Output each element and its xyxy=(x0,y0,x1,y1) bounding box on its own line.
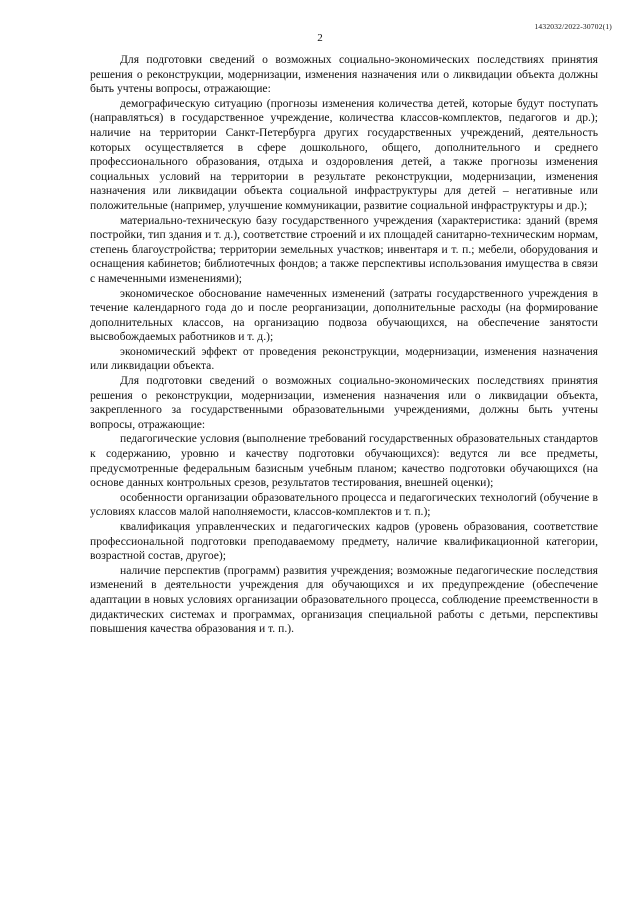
paragraph-development-prospects: наличие перспектив (программ) развития учреждения; возможные педагогические последствия изменений в деятельности учреждения для обучающихся и их предупреждение (обеспечение адаптации в новых условиях организации образовательного процесса, соблюдение преемственности в дидактических системах и программах, организация специальной работы с детьми, перспективы повышения качества образования и т. п.). xyxy=(90,563,598,636)
paragraph-economic-justification: экономическое обоснование намеченных изменений (затраты государственного учреждения в течение календарного года до и после реорганизации, дополнительные расходы (на формирование дополнительных классов, на организацию подвоза обучающихся, на обеспечение занятости высвобождаемых работников и т. д.); xyxy=(90,286,598,344)
document-body xyxy=(90,53,598,637)
paragraph-educational-process: особенности организации образовательного процесса и педагогических технологий (обучение в условиях классов малой наполняемости, классов-комплектов и т. п.); xyxy=(90,490,598,519)
paragraph-intro-2: Для подготовки сведений о возможных социально-экономических последствиях принятия решения о реконструкции, модернизации, изменения назначения или о ликвидации объекта, закрепленного за государственными образовательными учреждениями, должны быть учтены вопросы, отражающие: xyxy=(90,374,598,431)
page-number: 2 xyxy=(317,32,323,44)
paragraph-economic-effect: экономический эффект от проведения реконструкции, модернизации, изменения назначения или ликвидации объекта. xyxy=(90,344,598,373)
paragraph-material-base: материально-техническую базу государственного учреждения (характеристика: зданий (время постройки, тип здания и т. д.), соответствие строений и их площадей санитарно-техническим нормам, степень благоустройства; территории земельных участков; инвентаря и т. п.; мебели, оборудования и оснащения кабинетов; библиотечных фондов; а также перспективы использования имущества в связи с намеченными изменениями); xyxy=(90,213,598,285)
document-number: 1432032/2022-30702(1) xyxy=(534,22,612,31)
paragraph-staff-qualification: квалификация управленческих и педагогических кадров (уровень образования, соответствие профессиональной подготовки преподаваемому предмету, наличие квалификационной категории, возрастной состав, другое); xyxy=(90,520,598,563)
paragraph-pedagogical-conditions: педагогические условия (выполнение требований государственных образовательных стандартов к содержанию, уровню и качеству подготовки обучающихся): ведутся ли все предметы, предусмотренные федеральным базисным учебным планом; качество подготовки обучающихся (на основе данных контрольных срезов, результатов тестирования, внешней оценки); xyxy=(90,432,598,490)
paragraph-demographic: демографическую ситуацию (прогнозы изменения количества детей, которые будут поступать (направляться) в государственное учреждение, количества классов-комплектов, педагогов и др.); наличие на территории Санкт-Петербурга других государственных учреждений, деятельность которых осуществляется в сфере дошкольного, общего, дополнительного и среднего профессионального образования, отдыха и оздоровления детей, а также прогнозы изменения социальных условий на территории в результате реконструкции, модернизации, изменения назначения или ликвидации объекта социальной инфраструктуры для детей – негативные или положительные (например, улучшение коммуникации, развитие социальной инфраструктуры и др.); xyxy=(90,96,598,212)
paragraph-intro-1: Для подготовки сведений о возможных социально-экономических последствиях принятия решения о реконструкции, модернизации, изменения назначения или о ликвидации объекта должны быть учтены вопросы, отражающие: xyxy=(90,53,598,96)
